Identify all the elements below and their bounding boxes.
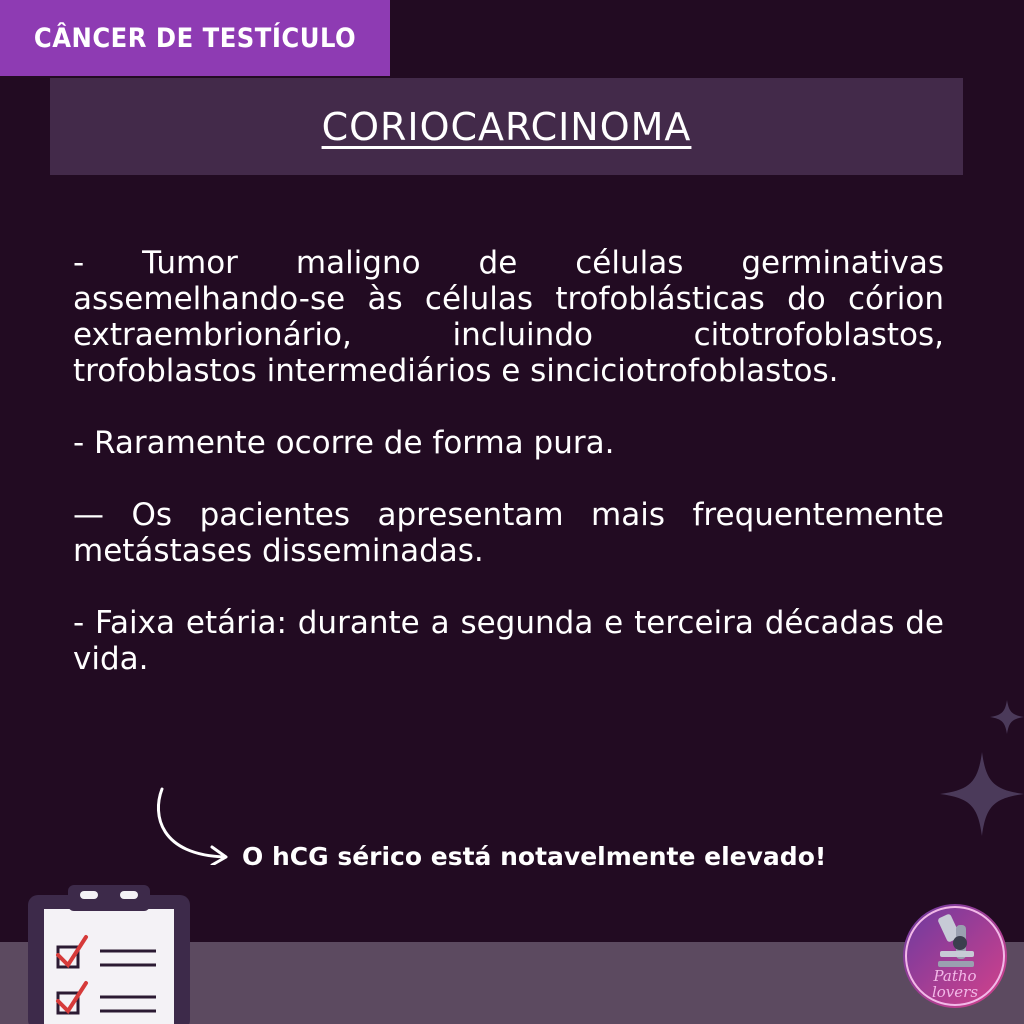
hcg-callout: O hCG sérico está notavelmente elevado! (242, 842, 827, 871)
category-tag (0, 0, 390, 76)
logo-text-line1: Patho (933, 967, 977, 985)
title-banner (50, 78, 963, 175)
sparkle-icon (990, 700, 1024, 734)
page-title: CORIOCARCINOMA (321, 104, 692, 149)
logo-text-line2: lovers (931, 983, 979, 1001)
paragraph-definition: - Tumor maligno de células germinativas assemelhando-se às células trofoblásticas do córion extraembrionário, incluindo citotrofoblastos, trofoblastos intermediários e sinciciotrofoblastos. (73, 245, 944, 389)
clipboard-checklist-icon (28, 885, 198, 1024)
paragraph-age-range: - Faixa etária: durante a segunda e terceira décadas de vida. (73, 605, 944, 677)
patholovers-logo (902, 903, 1008, 1013)
content-body (73, 245, 944, 677)
curved-arrow-icon (150, 785, 240, 865)
paragraph-purity: - Raramente ocorre de forma pura. (73, 425, 615, 461)
category-tag-label: CÂNCER DE TESTÍCULO (33, 22, 357, 54)
paragraph-metastases: — Os pacientes apresentam mais frequentemente metástases disseminadas. (73, 497, 944, 569)
sparkle-icon (940, 752, 1024, 836)
